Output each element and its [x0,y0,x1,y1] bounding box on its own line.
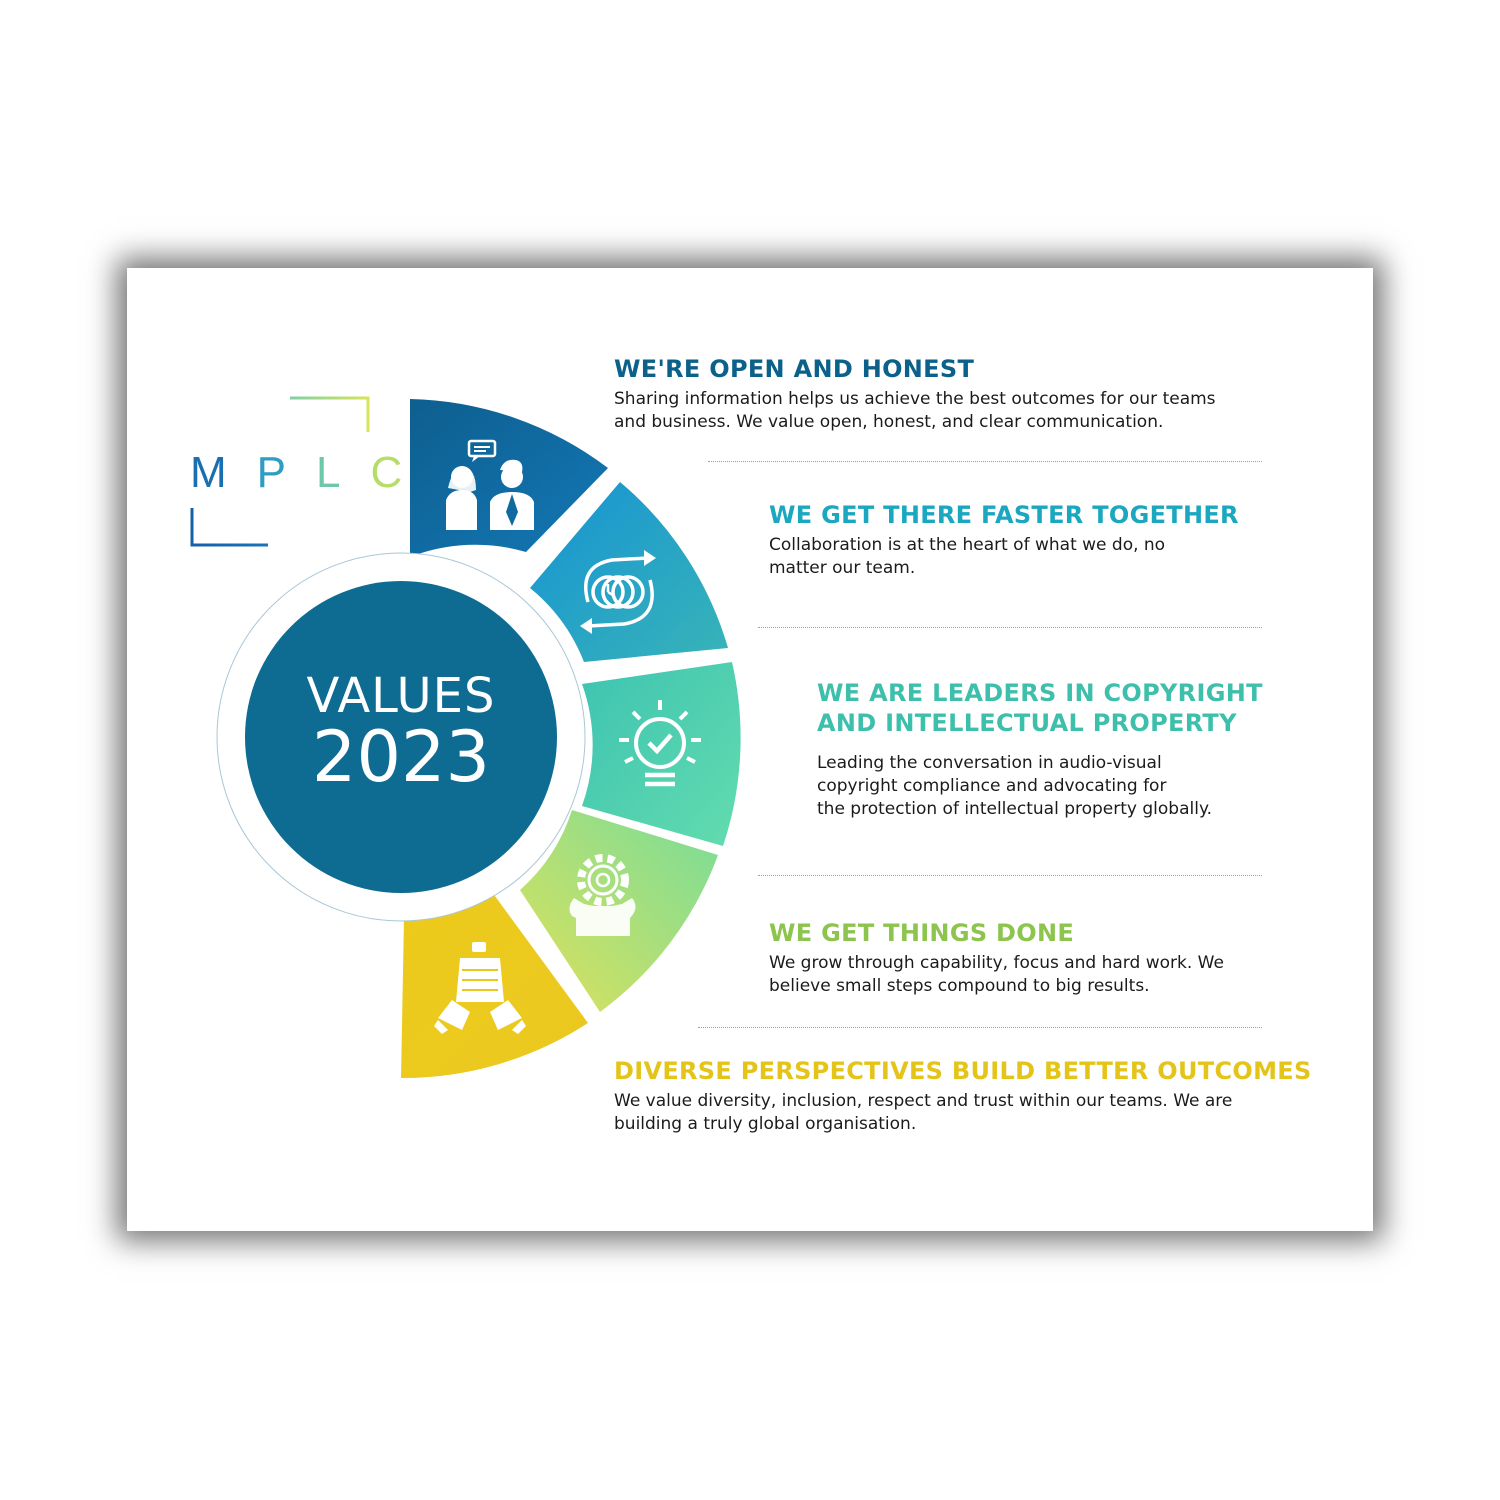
center-year: 2023 [311,716,491,798]
value-body: Collaboration is at the heart of what we do, no matter our team. [769,535,1166,578]
logo-bracket-bottom [192,508,268,545]
value-heading: WE GET THINGS DONE [769,919,1075,947]
value-heading: WE ARE LEADERS IN COPYRIGHT AND INTELLECTUAL PROPERTY [817,679,1263,737]
value-body: We value diversity, inclusion, respect and trust within our teams. We are building a truly global organisation. [614,1091,1233,1134]
divider [758,875,1262,876]
value-leaders-copyright [817,678,1263,821]
divider [758,627,1262,628]
value-heading: WE'RE OPEN AND HONEST [614,355,975,383]
value-diverse-perspectives [614,1056,1312,1136]
logo-letter-l: L [316,448,371,497]
logo-letter-c: C [370,448,433,497]
value-body: Sharing information helps us achieve the best outcomes for our teams and business. We value open, honest, and clear communication. [614,389,1216,432]
value-heading: DIVERSE PERSPECTIVES BUILD BETTER OUTCOMES [614,1057,1312,1085]
logo-bracket-top [290,398,368,432]
segment-leaders-copyright [582,662,741,846]
divider [708,461,1262,462]
logo-letter-m: M [190,448,257,497]
logo-letter-p: P [256,448,317,497]
value-body: We grow through capability, focus and hard work. We believe small steps compound to big results. [769,953,1224,996]
center-title: VALUES [306,668,496,724]
mplc-logo [190,448,432,498]
value-body: Leading the conversation in audio-visual copyright compliance and advocating for the protection of intellectual property globally. [817,753,1212,819]
value-open-honest [614,354,1216,434]
value-faster-together [769,500,1239,580]
center-label [245,668,557,798]
divider [698,1027,1262,1028]
value-get-things-done [769,918,1224,998]
value-heading: WE GET THERE FASTER TOGETHER [769,501,1239,529]
